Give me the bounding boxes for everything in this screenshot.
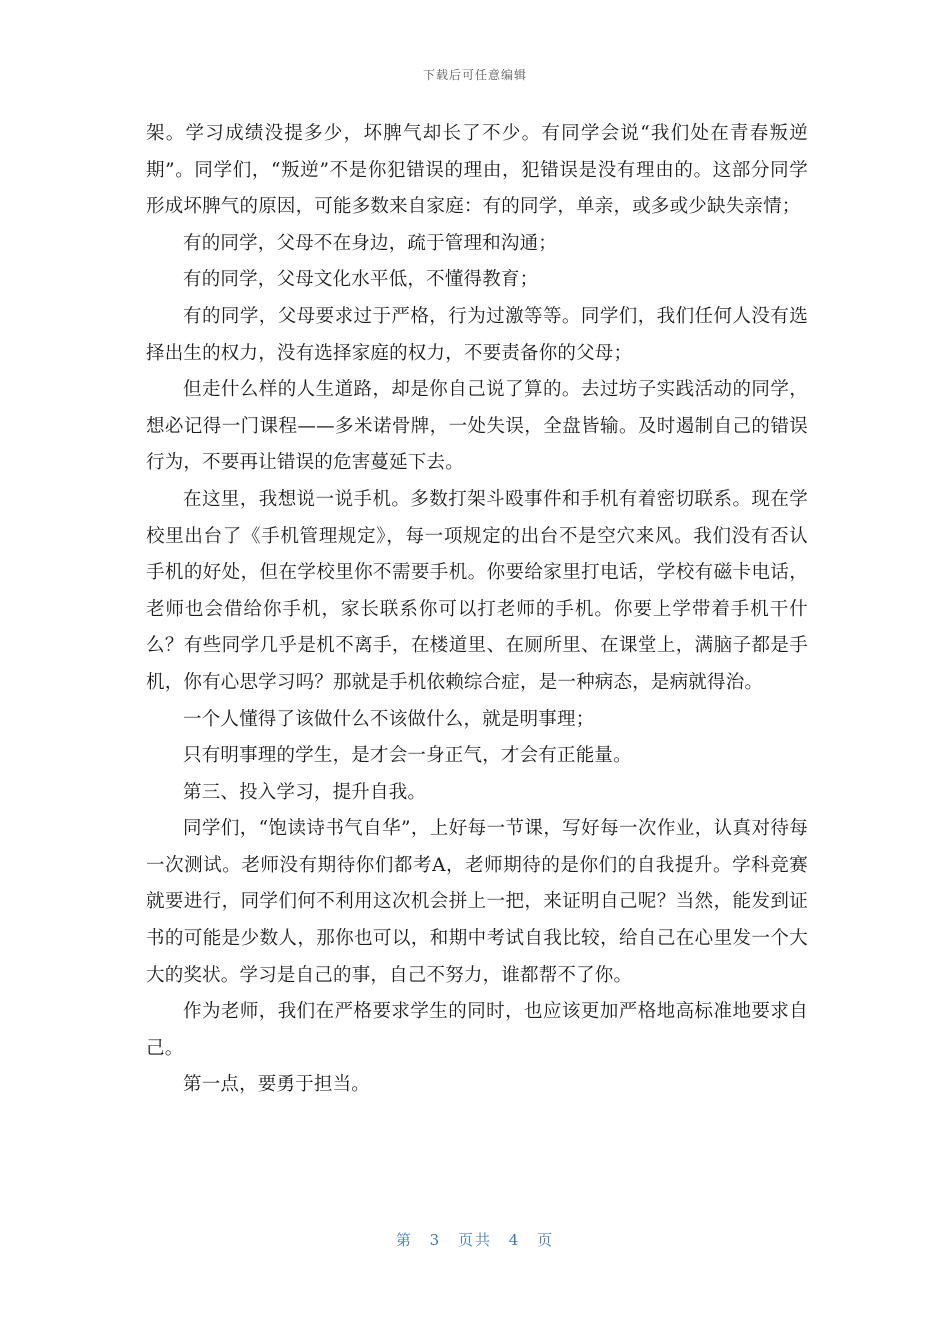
paragraph: 有的同学，父母文化水平低，不懂得教育； (183, 269, 539, 291)
paragraph: 但走什么样的人生道路，却是你自己说了算的。去过坊子实践活动的同学，想必记得一门课程——多米诺骨牌，一处失误，全盘皆输。及时遏制自己的错误行为，不要再让错误的危害蔓延下去。 (146, 379, 808, 474)
page-number-footer: 第 3 页共 4 页 (395, 1231, 555, 1249)
paragraph: 架。学习成绩没提多少，坏脾气却长了不少。有同学会说“我们处在青春叛逆期”。同学们，“叛逆”不是你犯错误的理由，犯错误是没有理由的。这部分同学形成坏脾气的原因，可能多数来自家庭：有的同学，单亲，或多或少缺失亲情； (146, 123, 808, 218)
paragraph: 只有明事理的学生，是才会一身正气，才会有正能量。 (183, 745, 632, 767)
paragraph: 作为老师，我们在严格要求学生的同时，也应该更加严格地高标准地要求自己。 (146, 1001, 808, 1059)
paragraph: 第一点，要勇于担当。 (183, 1074, 371, 1096)
section-heading: 第三、投入学习，提升自我。 (183, 781, 427, 803)
paragraph: 在这里，我想说一说手机。多数打架斗殴事件和手机有着密切联系。现在学校里出台了《手机管理规定》，每一项规定的出台不是空穴来风。我们没有否认手机的好处，但在学校里你不需要手机。你要给家里打电话，学校有磁卡电话，老师也会借给你手机，家长联系你可以打老师的手机。你要上学带着手机干什么？有些同学几乎是机不离手，在楼道里、在厕所里、在课堂上，满脑子都是手机，你有心思学习吗？那就是手机依赖综合症，是一种病态，是病就得治。 (146, 488, 808, 693)
paragraph: 有的同学，父母要求过于严格，行为过激等等。同学们，我们任何人没有选择出生的权力，没有选择家庭的权力，不要责备你的父母； (146, 305, 808, 364)
paragraph: 一个人懂得了该做什么不该做什么，就是明事理； (183, 708, 595, 730)
document-body (146, 116, 808, 1104)
paragraph: 有的同学，父母不在身边，疏于管理和沟通； (183, 232, 558, 254)
page-header: 下载后可任意编辑 (422, 68, 527, 82)
paragraph: 同学们，“饱读诗书气自华”，上好每一节课，写好每一次作业，认真对待每一次测试。老师没有期待你们都考A，老师期待的是你们的自我提升。学科竞赛就要进行，同学们何不利用这次机会拼上一把，来证明自己呢？当然，能发到证书的可能是少数人，那你也可以，和期中考试自我比较，给自己在心里发一个大大的奖状。学习是自己的事，自己不努力，谁都帮不了你。 (146, 818, 808, 986)
